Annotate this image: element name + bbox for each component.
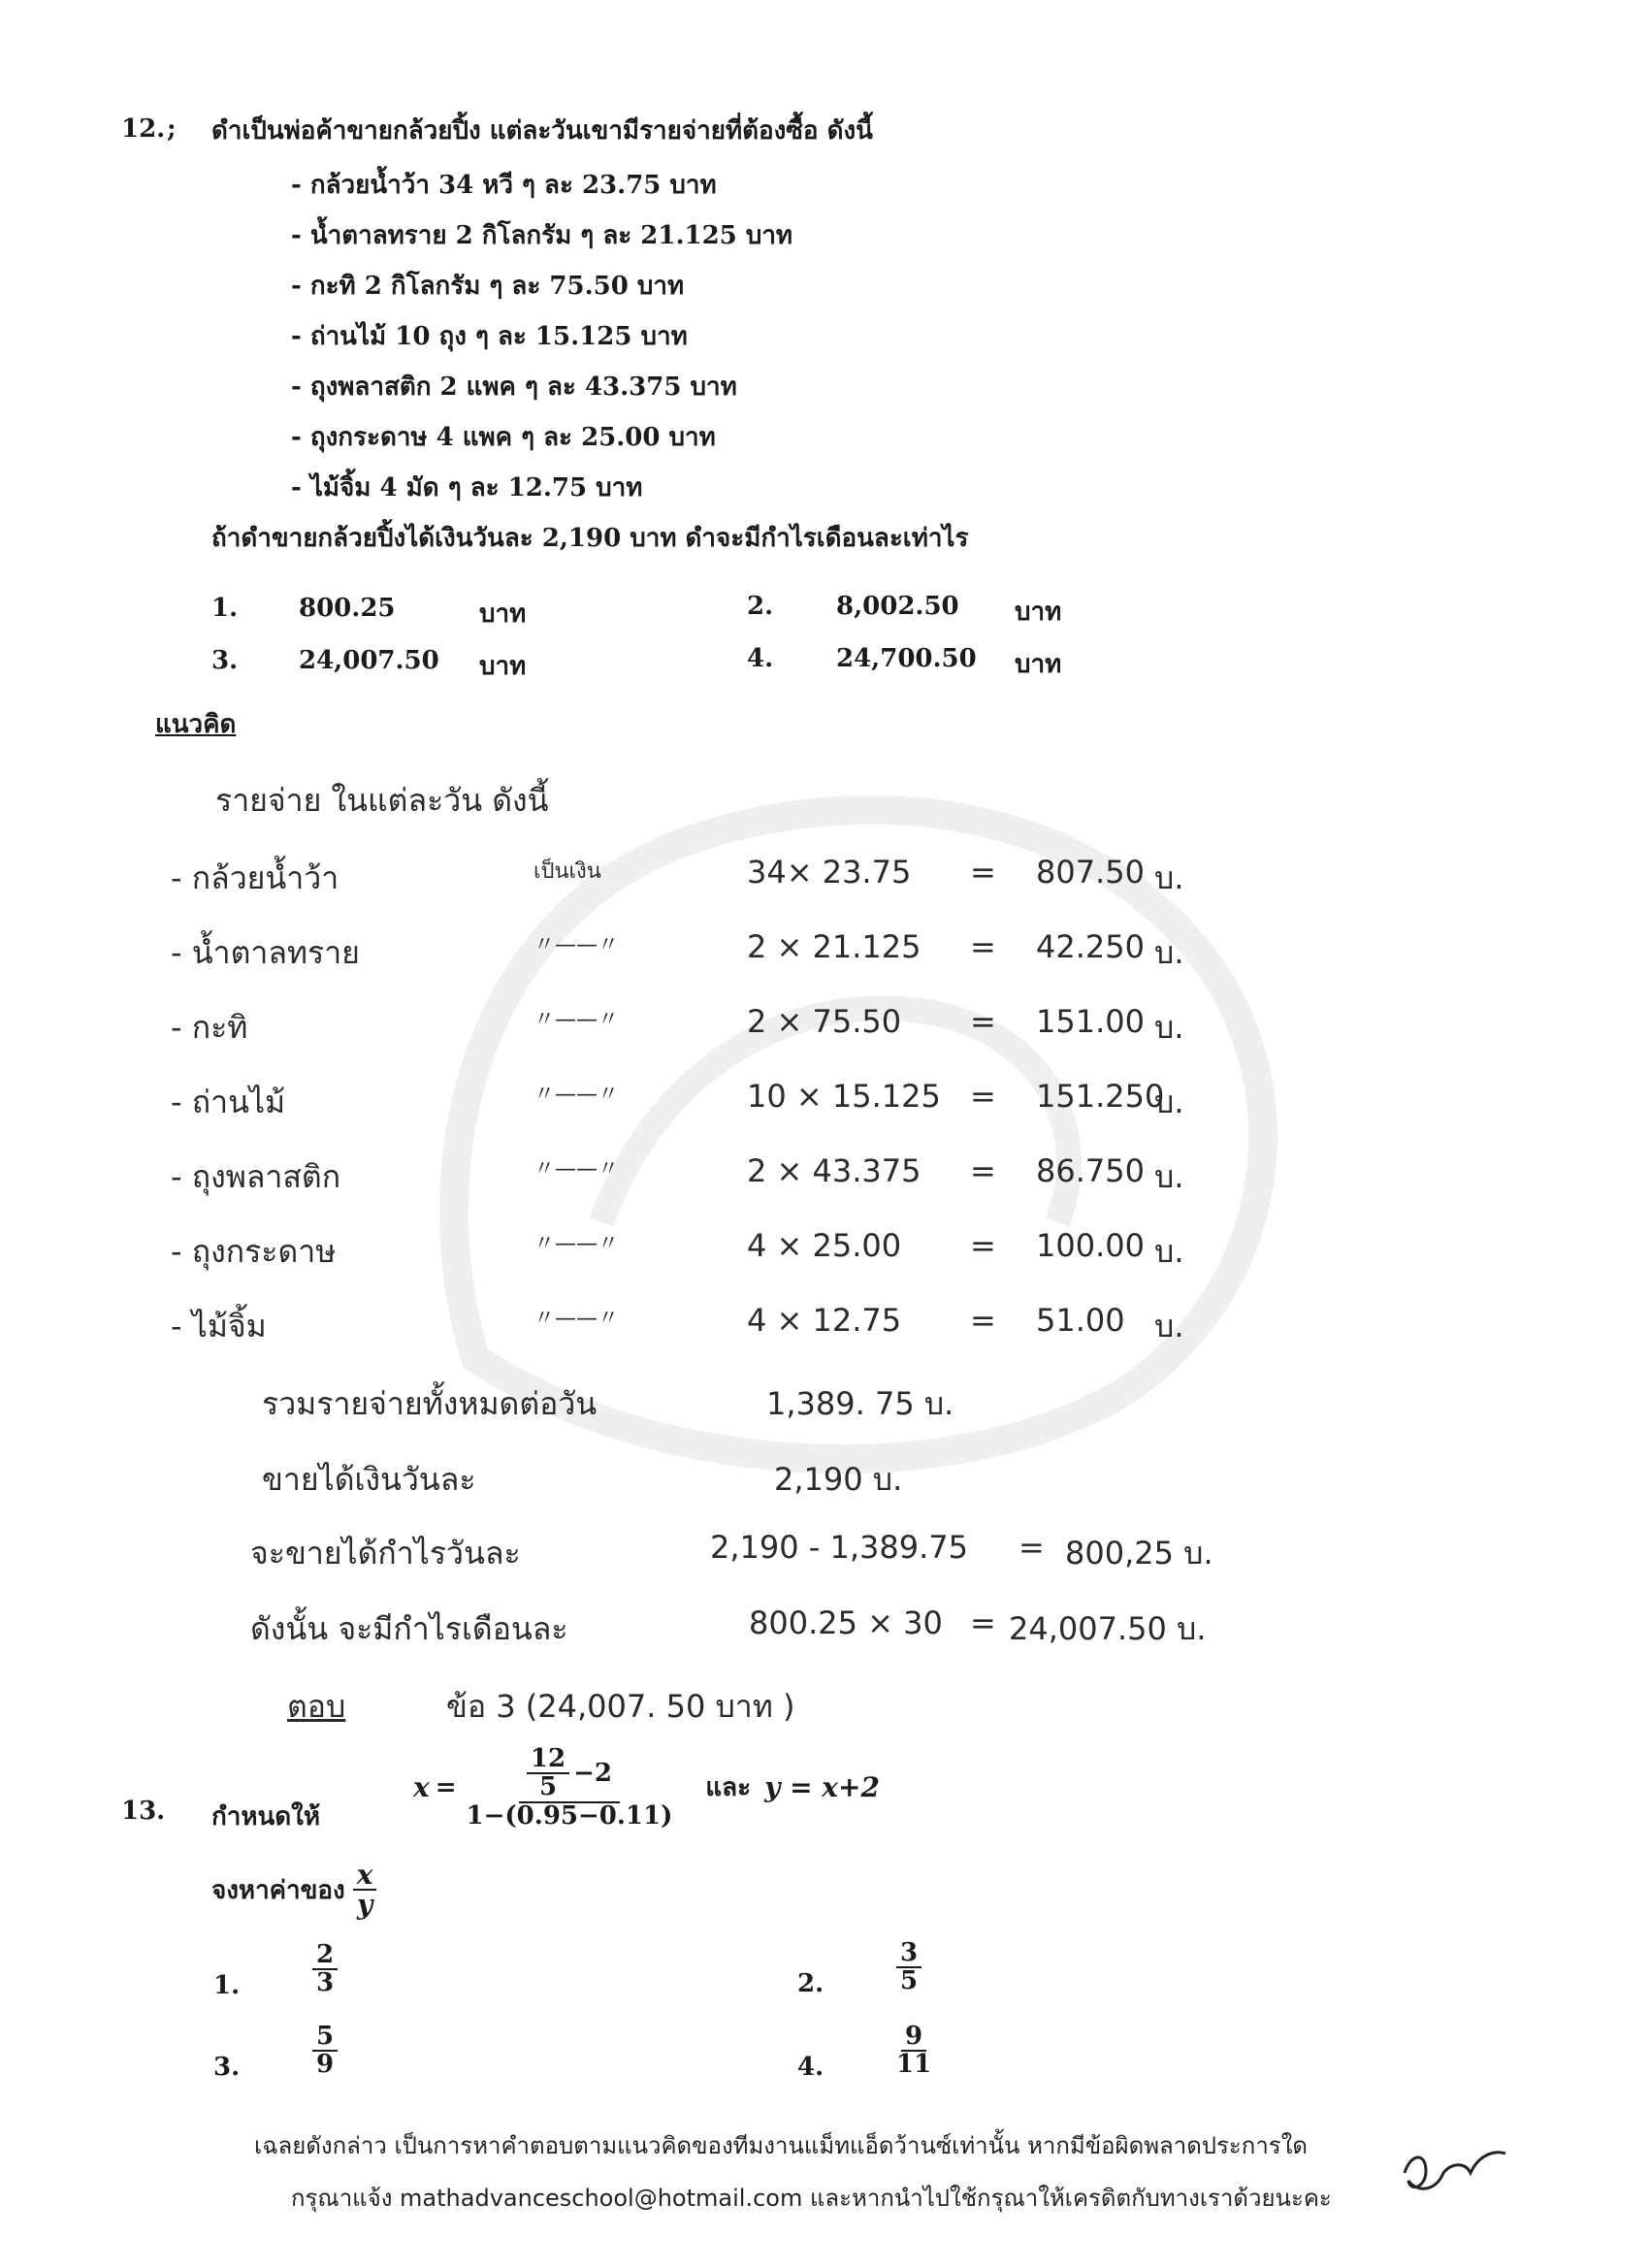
work-row-result: 807.50 [1036,854,1145,891]
minus-two: −2 [573,1758,612,1788]
q13-choice-fraction [892,2024,935,2079]
work-row-mid: 〃——〃 [534,1307,620,1331]
q12-choice-unit: บาท [479,652,527,681]
footer-line-1: เฉลยดังกล่าว เป็นการหาคำตอบตามแนวคิดของทีมงานแม็ทแอ็ดว้านซ์เท่านั้น หากมีข้อผิดพลาดประการใด [254,2132,1308,2159]
work-row-name: - ถ่านไม้ [171,1084,286,1120]
q13-choice-no: 1. [213,1971,241,2000]
work-row-calc: 2 × 75.50 [747,1003,902,1040]
main-denominator: 1−(0.95−0.11) [466,1800,673,1831]
q13-choice-fraction [312,2024,338,2079]
work-row-calc: 2 × 21.125 [747,928,922,965]
work-row-unit: บ. [1154,1233,1184,1270]
work-row-result: 100.00 [1036,1227,1145,1264]
q12-choice-value: 8,002.50 [836,592,959,621]
total-value: 1,389. 75 บ. [766,1385,954,1422]
q13-choice-no: 2. [797,1969,824,1998]
find-label: จงหาค่าของ [211,1875,345,1905]
q13-choice-no: 3. [213,2053,241,2082]
q12-choice-no: 3. [211,646,239,675]
work-row-eq: = [970,854,996,891]
choice-numerator: 9 [901,2024,926,2052]
q13-find [211,1861,376,1920]
choice-numerator: 3 [896,1940,922,1968]
q12-choice-unit: บาท [1015,650,1062,679]
work-row-unit: บ. [1154,1084,1184,1120]
work-row-eq: = [970,928,996,965]
inner-numerator: 12 [527,1746,569,1774]
work-row-calc: 4 × 25.00 [747,1227,902,1264]
work-row-result: 151.250 [1036,1078,1165,1115]
answer-label: ตอบ [287,1688,346,1725]
work-row-calc: 10 × 15.125 [747,1078,941,1115]
work-row-mid: 〃——〃 [534,1008,620,1032]
work-row-calc: 34× 23.75 [747,854,912,891]
q12-intro: ดำเป็นพ่อค้าขายกล้วยปิ้ง แต่ละวันเขามีรายจ่ายที่ต้องซื้อ ดังนี้ [211,116,873,146]
work-row-name: - ถุงกระดาษ [171,1233,337,1270]
equals-sign: = [435,1772,457,1802]
income-label: ขายได้เงินวันละ [262,1461,476,1498]
q12-item: - กล้วยน้ำว้า 34 หวี ๆ ละ 23.75 บาท [291,171,717,200]
work-row-eq: = [970,1302,996,1339]
q12-choice-unit: บาท [479,599,527,629]
work-row-eq: = [970,1078,996,1115]
q12-item: - น้ำตาลทราย 2 กิโลกรัม ๆ ละ 21.125 บาท [291,221,793,250]
answer-text: ข้อ 3 (24,007. 50 บาท ) [446,1688,795,1725]
work-row-unit: บ. [1154,1308,1184,1345]
x-variable: x [413,1771,430,1804]
q12-choice-value: 24,007.50 [299,646,439,675]
profit-calc: 2,190 - 1,389.75 [710,1529,968,1566]
choice-denominator: 3 [316,1968,335,1998]
work-row-result: 86.750 [1036,1152,1145,1189]
work-row-name: - ไม้จิ้ม [171,1308,267,1345]
solution-heading: แนวคิด [155,710,237,739]
work-row-name: - กะทิ [171,1009,248,1046]
month-calc: 800.25 × 30 [749,1604,943,1641]
q12-choice-value: 24,700.50 [836,644,977,673]
work-row-unit: บ. [1154,1158,1184,1195]
q12-item: - ไม้จิ้ม 4 มัด ๆ ละ 12.75 บาท [291,473,643,502]
q12-choice-value: 800.25 [299,594,396,623]
work-row-mid: เป็นเงิน [534,859,601,884]
q12-choice-no: 1. [211,594,239,623]
q12-choice-no: 2. [747,592,774,621]
q13-number: 13. [121,1797,166,1826]
q13-choice-fraction [896,1940,922,1995]
work-row-calc: 4 × 12.75 [747,1302,902,1339]
target-numerator: x [353,1861,377,1891]
profit-value: 800,25 บ. [1065,1535,1213,1571]
work-row-name: - กล้วยน้ำว้า [171,859,340,896]
q12-item: - กะทิ 2 กิโลกรัม ๆ ละ 75.50 บาท [291,272,685,301]
work-row-unit: บ. [1154,859,1184,896]
q12-item: - ถุงพลาสติก 2 แพค ๆ ละ 43.375 บาท [291,373,737,402]
inner-denominator: 5 [538,1772,558,1802]
month-eq: = [970,1604,996,1641]
q13-given: กำหนดให้ [211,1802,320,1831]
work-row-unit: บ. [1154,1009,1184,1046]
month-label: ดังนั้น จะมีกำไรเดือนละ [250,1610,568,1647]
work-row-mid: 〃——〃 [534,1157,620,1182]
work-row-eq: = [970,1152,996,1189]
profit-eq: = [1018,1529,1045,1566]
profit-label: จะขายได้กำไรวันละ [250,1535,521,1571]
total-label: รวมรายจ่ายทั้งหมดต่อวัน [262,1385,598,1422]
work-row-mid: 〃——〃 [534,1083,620,1107]
month-value: 24,007.50 บ. [1009,1610,1207,1647]
target-denominator: y [356,1889,373,1922]
footer-line-2: กรุณาแจ้ง mathadvanceschool@hotmail.com และหากนำไปใช้กรุณาให้เครดิตกับทางเราด้วยนะคะ [291,2185,1332,2212]
work-row-eq: = [970,1003,996,1040]
work-row-result: 51.00 [1036,1302,1125,1339]
q12-item: - ถุงกระดาษ 4 แพค ๆ ละ 25.00 บาท [291,423,716,452]
work-row-mid: 〃——〃 [534,933,620,957]
work-row-calc: 2 × 43.375 [747,1152,922,1189]
y-expression: y = x+2 [764,1771,880,1804]
q13-choice-no: 4. [797,2053,824,2082]
solution-intro: รายจ่าย ในแต่ละวัน ดังนี้ [215,782,549,819]
choice-numerator: 5 [312,2024,338,2052]
work-row-name: - น้ำตาลทราย [171,934,360,971]
and-word: และ [705,1773,752,1803]
signature-mark [1397,2134,1513,2202]
work-row-result: 151.00 [1036,1003,1145,1040]
q12-choice-unit: บาท [1015,598,1062,627]
q12-choice-no: 4. [747,644,774,673]
q13-x-expression [413,1746,880,1830]
choice-denominator: 11 [896,2050,932,2080]
q12-question: ถ้าดำขายกล้วยปิ้งได้เงินวันละ 2,190 บาท ดำจะมีกำไรเดือนละเท่าไร [211,524,969,553]
work-row-result: 42.250 [1036,928,1145,965]
q12-item: - ถ่านไม้ 10 ถุง ๆ ละ 15.125 บาท [291,322,688,351]
choice-numerator: 2 [312,1942,338,1970]
work-row-mid: 〃——〃 [534,1232,620,1256]
work-row-eq: = [970,1227,996,1264]
q12-mark: ; [167,114,177,144]
income-value: 2,190 บ. [774,1461,903,1498]
inner-fraction [527,1746,569,1801]
work-row-name: - ถุงพลาสติก [171,1158,341,1195]
choice-denominator: 9 [316,2050,335,2080]
main-fraction [463,1746,677,1830]
work-row-unit: บ. [1154,934,1184,971]
q13-choice-fraction [312,1942,338,1997]
target-fraction [353,1861,377,1920]
choice-denominator: 5 [900,1966,919,1996]
q12-number: 12. [121,114,166,144]
